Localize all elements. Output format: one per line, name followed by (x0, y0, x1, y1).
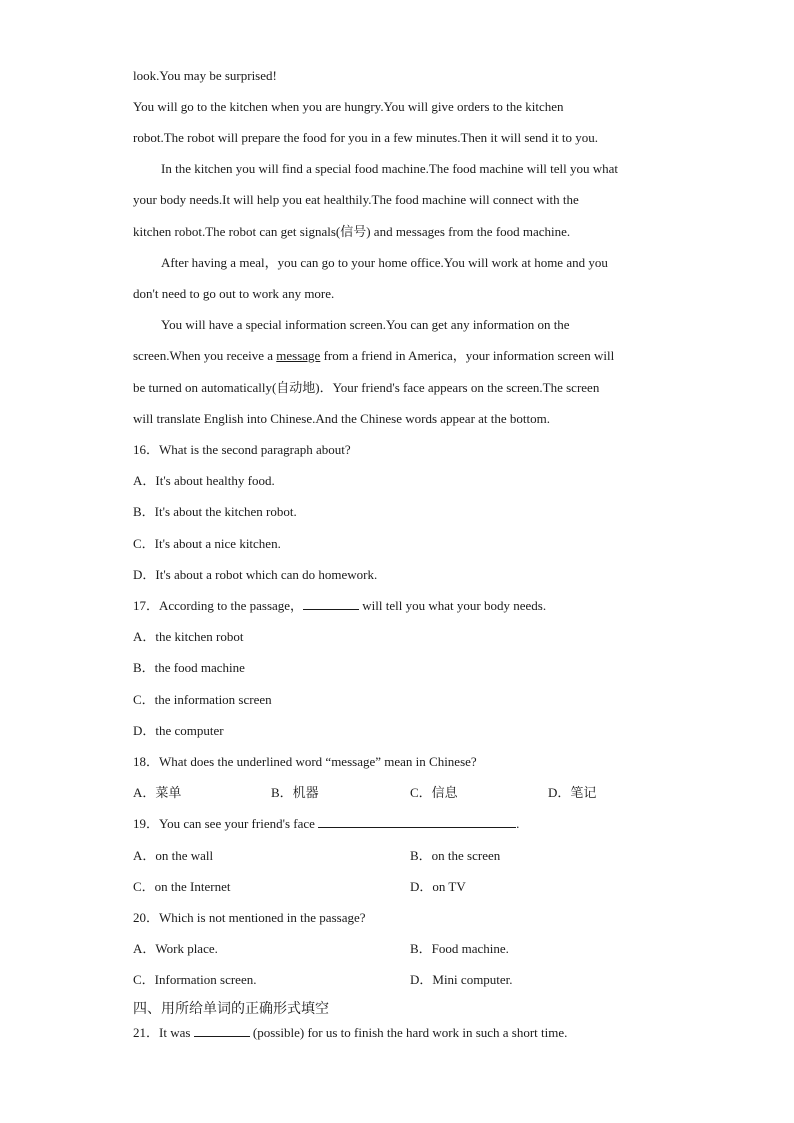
question-20-option-d: D．Mini computer. (410, 972, 513, 987)
question-16-option-b: B．It's about the kitchen robot. (133, 504, 297, 519)
stem-text: will tell you what your body needs. (359, 598, 547, 613)
question-16-option-d: D．It's about a robot which can do homework. (133, 567, 378, 582)
question-17-stem (133, 597, 546, 615)
answer-blank (194, 1024, 250, 1037)
stem-text: 17．According to the passage， (133, 598, 304, 613)
question-16-stem: 16．What is the second paragraph about? (133, 442, 351, 457)
question-19-stem (133, 815, 519, 833)
question-18-stem: 18．What does the underlined word “message” mean in Chinese? (133, 754, 477, 769)
passage-line: look.You may be surprised! (133, 68, 277, 83)
question-17-option-b: B．the food machine (133, 660, 245, 675)
question-17-option-c: C．the information screen (133, 692, 272, 707)
question-18-option-c: C．信息 (410, 785, 458, 800)
passage-line: be turned on automatically(自动地)．Your friend's face appears on the screen.The screen (133, 380, 600, 395)
passage-line: don't need to go out to work any more. (133, 286, 335, 301)
passage-line: your body needs.It will help you eat healthily.The food machine will connect with the (133, 192, 579, 207)
question-18-option-b: B．机器 (271, 785, 319, 800)
question-19-option-d: D．on TV (410, 879, 466, 894)
passage-text: from a friend in America，your information screen will (320, 348, 615, 363)
question-17-option-a: A．the kitchen robot (133, 629, 244, 644)
passage-line (133, 347, 614, 365)
stem-text: (possible) for us to finish the hard work in such a short time. (249, 1025, 568, 1040)
question-16-option-c: C．It's about a nice kitchen. (133, 536, 281, 551)
question-18-option-d: D．笔记 (548, 785, 597, 800)
question-20-option-b: B．Food machine. (410, 941, 509, 956)
answer-blank (303, 597, 359, 610)
section-heading: 四、用所给单词的正确形式填空 (133, 1001, 329, 1017)
question-16-option-a: A．It's about healthy food. (133, 473, 275, 488)
question-20-option-a: A．Work place. (133, 941, 218, 956)
question-17-option-d: D．the computer (133, 723, 224, 738)
question-19-option-a: A．on the wall (133, 848, 214, 863)
passage-line: After having a meal，you can go to your home office.You will work at home and you (161, 255, 608, 270)
stem-text: . (516, 816, 520, 831)
passage-line: kitchen robot.The robot can get signals(信号) and messages from the food machine. (133, 224, 571, 239)
question-19-option-c: C．on the Internet (133, 879, 231, 894)
question-20-stem: 20．Which is not mentioned in the passage? (133, 910, 366, 925)
question-19-option-b: B．on the screen (410, 848, 501, 863)
passage-line: You will have a special information screen.You can get any information on the (161, 317, 570, 332)
passage-line: will translate English into Chinese.And the Chinese words appear at the bottom. (133, 411, 551, 426)
question-21-stem (133, 1024, 567, 1042)
stem-text: 21．It was (133, 1025, 194, 1040)
question-18-option-a: A．菜单 (133, 785, 182, 800)
passage-line: In the kitchen you will find a special food machine.The food machine will tell you what (161, 161, 619, 176)
passage-text: screen.When you receive a (133, 348, 277, 363)
passage-line: You will go to the kitchen when you are hungry.You will give orders to the kitchen (133, 99, 564, 114)
underlined-word: message (276, 348, 321, 363)
answer-blank (318, 815, 516, 828)
passage-line: robot.The robot will prepare the food for you in a few minutes.Then it will send it to you. (133, 130, 599, 145)
question-20-option-c: C．Information screen. (133, 972, 257, 987)
stem-text: 19．You can see your friend's face (133, 816, 319, 831)
